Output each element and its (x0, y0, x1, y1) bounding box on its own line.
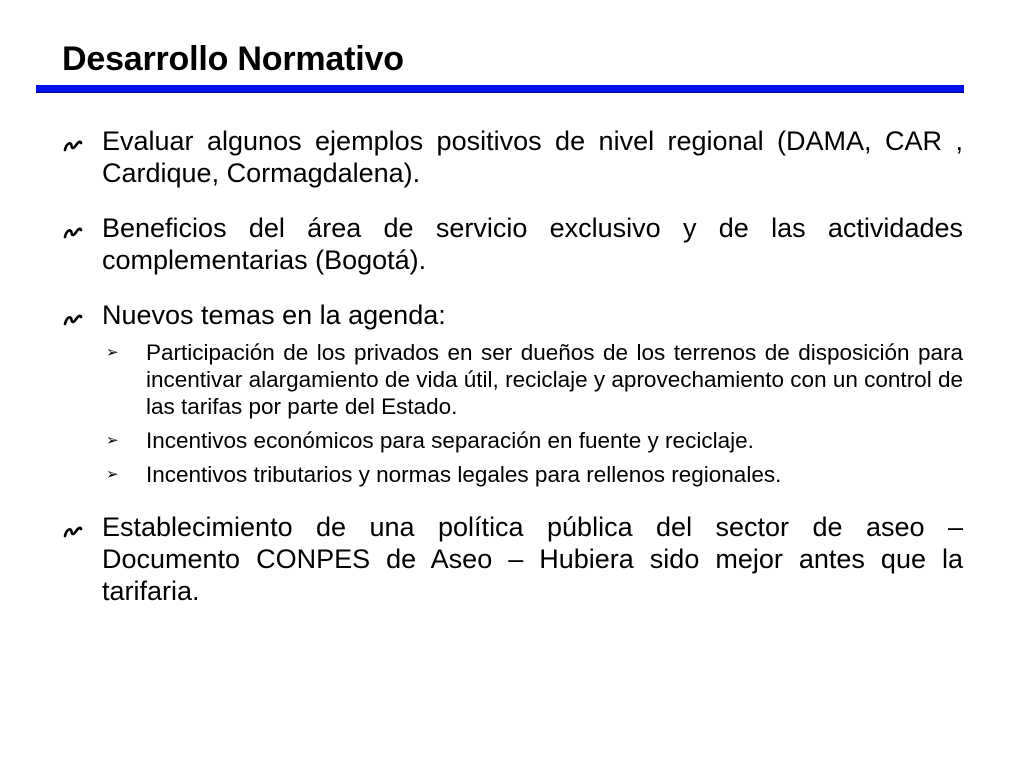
sub-list-item-text: Incentivos económicos para separación en fuente y reciclaje. (146, 428, 754, 453)
list-item (62, 125, 963, 189)
bullet-list (62, 125, 963, 607)
curl-bullet-icon (62, 307, 84, 329)
sub-list-item-text: Incentivos tributarios y normas legales para rellenos regionales. (146, 462, 782, 487)
list-item-text: Nuevos temas en la agenda: (102, 300, 446, 330)
sub-list-item (102, 427, 963, 454)
page-title: Desarrollo Normativo (62, 40, 404, 78)
curl-bullet-icon (62, 519, 84, 541)
curl-bullet-icon (62, 220, 84, 242)
list-item-text: Beneficios del área de servicio exclusivo y de las actividades complementarias (Bogotá). (102, 213, 963, 275)
arrowhead-bullet-icon: ➢ (106, 344, 119, 361)
list-item-text: Establecimiento de una política pública del sector de aseo – Documento CONPES de Aseo – Hubiera sido mejor antes que la tarifaria. (102, 512, 963, 606)
sub-list-item (102, 461, 963, 488)
title-underline (36, 85, 964, 93)
list-item (62, 212, 963, 276)
list-item (62, 511, 963, 607)
arrowhead-bullet-icon: ➢ (106, 466, 119, 483)
sub-list-item-text: Participación de los privados en ser dueños de los terrenos de disposición para incentivar alargamiento de vida útil, reciclaje y aprovechamiento con un control de las tarifas por parte del Estado. (146, 340, 963, 419)
curl-bullet-icon (62, 133, 84, 155)
arrowhead-bullet-icon: ➢ (106, 432, 119, 449)
sub-bullet-list (102, 339, 963, 488)
list-item (62, 299, 963, 488)
list-item-text: Evaluar algunos ejemplos positivos de nivel regional (DAMA, CAR , Cardique, Cormagdalena). (102, 126, 963, 188)
sub-list-item (102, 339, 963, 420)
